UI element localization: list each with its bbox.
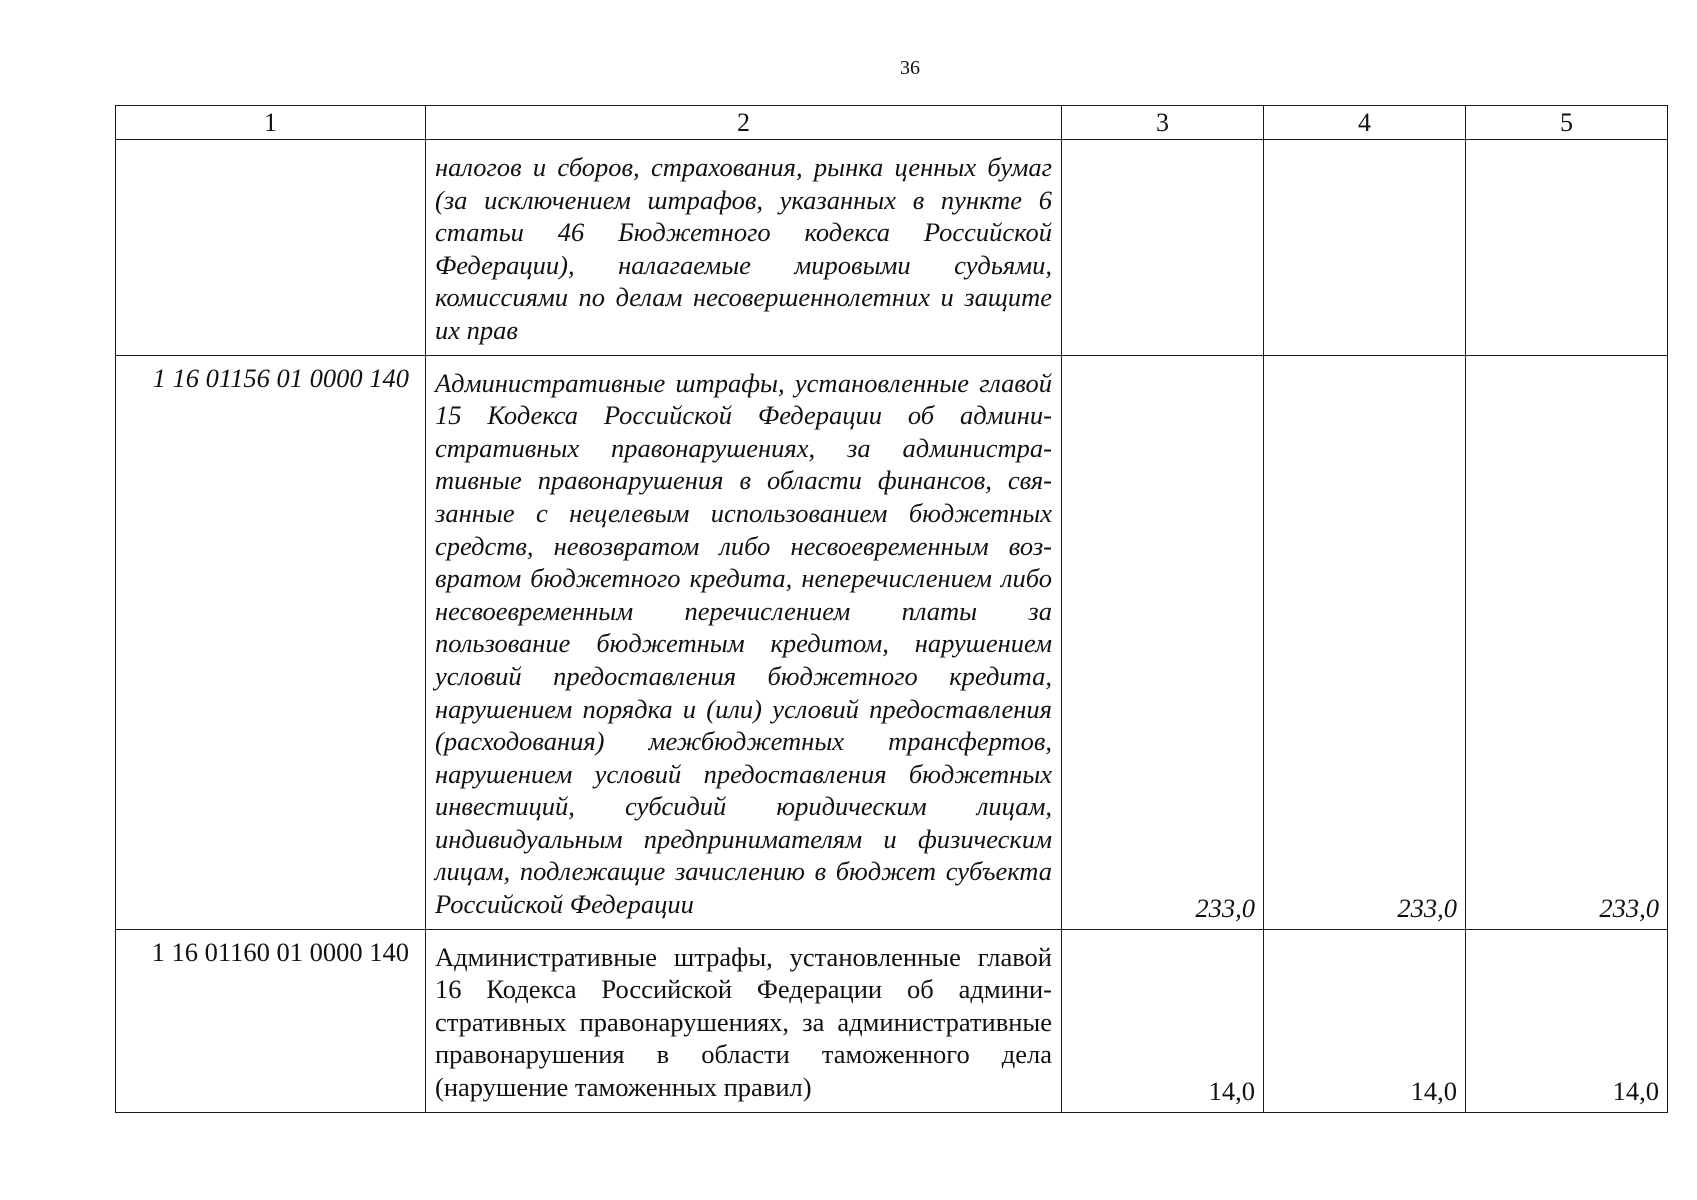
row-value-col5: 233,0 bbox=[1466, 355, 1668, 929]
row-description: Административные штрафы, установленные главой 15 Кодекса Российской Федерации об административных правонарушениях, за административные правонарушения в области финансов, связанные с нецелевым использованием бюджетных средств, невозвратом либо несвоевременным возвратом бюджетного кредита, неперечислением либо несвоевременным перечислением платы за пользование бюджетным кредитом, нарушением условий предоставления бюджетного кредита, нарушением порядка и (или) условий предоставления (расходования) межбюджетных трансфертов, нарушением условий предоставления бюджетных инвестиций, субсидий юридическим лицам, индивидуальным предпринимателям и физическим лицам, подлежащие зачислению в бюджет субъекта Российской Федерации bbox=[426, 355, 1062, 929]
row-value-col3: 233,0 bbox=[1062, 355, 1264, 929]
row-code bbox=[116, 140, 426, 356]
table-row bbox=[116, 929, 1668, 1112]
budget-revenue-table bbox=[115, 105, 1668, 1113]
page-number: 36 bbox=[900, 57, 920, 79]
row-description: Административные штрафы, установленные главой 16 Кодекса Российской Федерации об административных правонарушениях, за административные правонарушения в области таможенного дела (нарушение таможенных правил) bbox=[426, 929, 1062, 1112]
table-header-row bbox=[116, 106, 1668, 140]
row-code: 1 16 01160 01 0000 140 bbox=[116, 929, 426, 1112]
table-row bbox=[116, 355, 1668, 929]
row-value-col5: 14,0 bbox=[1466, 929, 1668, 1112]
column-header-3: 3 bbox=[1062, 106, 1264, 140]
row-description: налогов и сборов, страхования, рынка ценных бумаг (за исключением штрафов, указанных в пункте 6 статьи 46 Бюджетного кодекса Российской Федерации), налагаемые мировыми судьями, комиссиями по делам несовершеннолетних и защите их прав bbox=[426, 140, 1062, 356]
column-header-2: 2 bbox=[426, 106, 1062, 140]
row-value-col4: 233,0 bbox=[1264, 355, 1466, 929]
column-header-4: 4 bbox=[1264, 106, 1466, 140]
row-code: 1 16 01156 01 0000 140 bbox=[116, 355, 426, 929]
column-header-1: 1 bbox=[116, 106, 426, 140]
table-row bbox=[116, 140, 1668, 356]
row-value-col4: 14,0 bbox=[1264, 929, 1466, 1112]
row-value-col4 bbox=[1264, 140, 1466, 356]
row-value-col3 bbox=[1062, 140, 1264, 356]
row-value-col5 bbox=[1466, 140, 1668, 356]
row-value-col3: 14,0 bbox=[1062, 929, 1264, 1112]
column-header-5: 5 bbox=[1466, 106, 1668, 140]
